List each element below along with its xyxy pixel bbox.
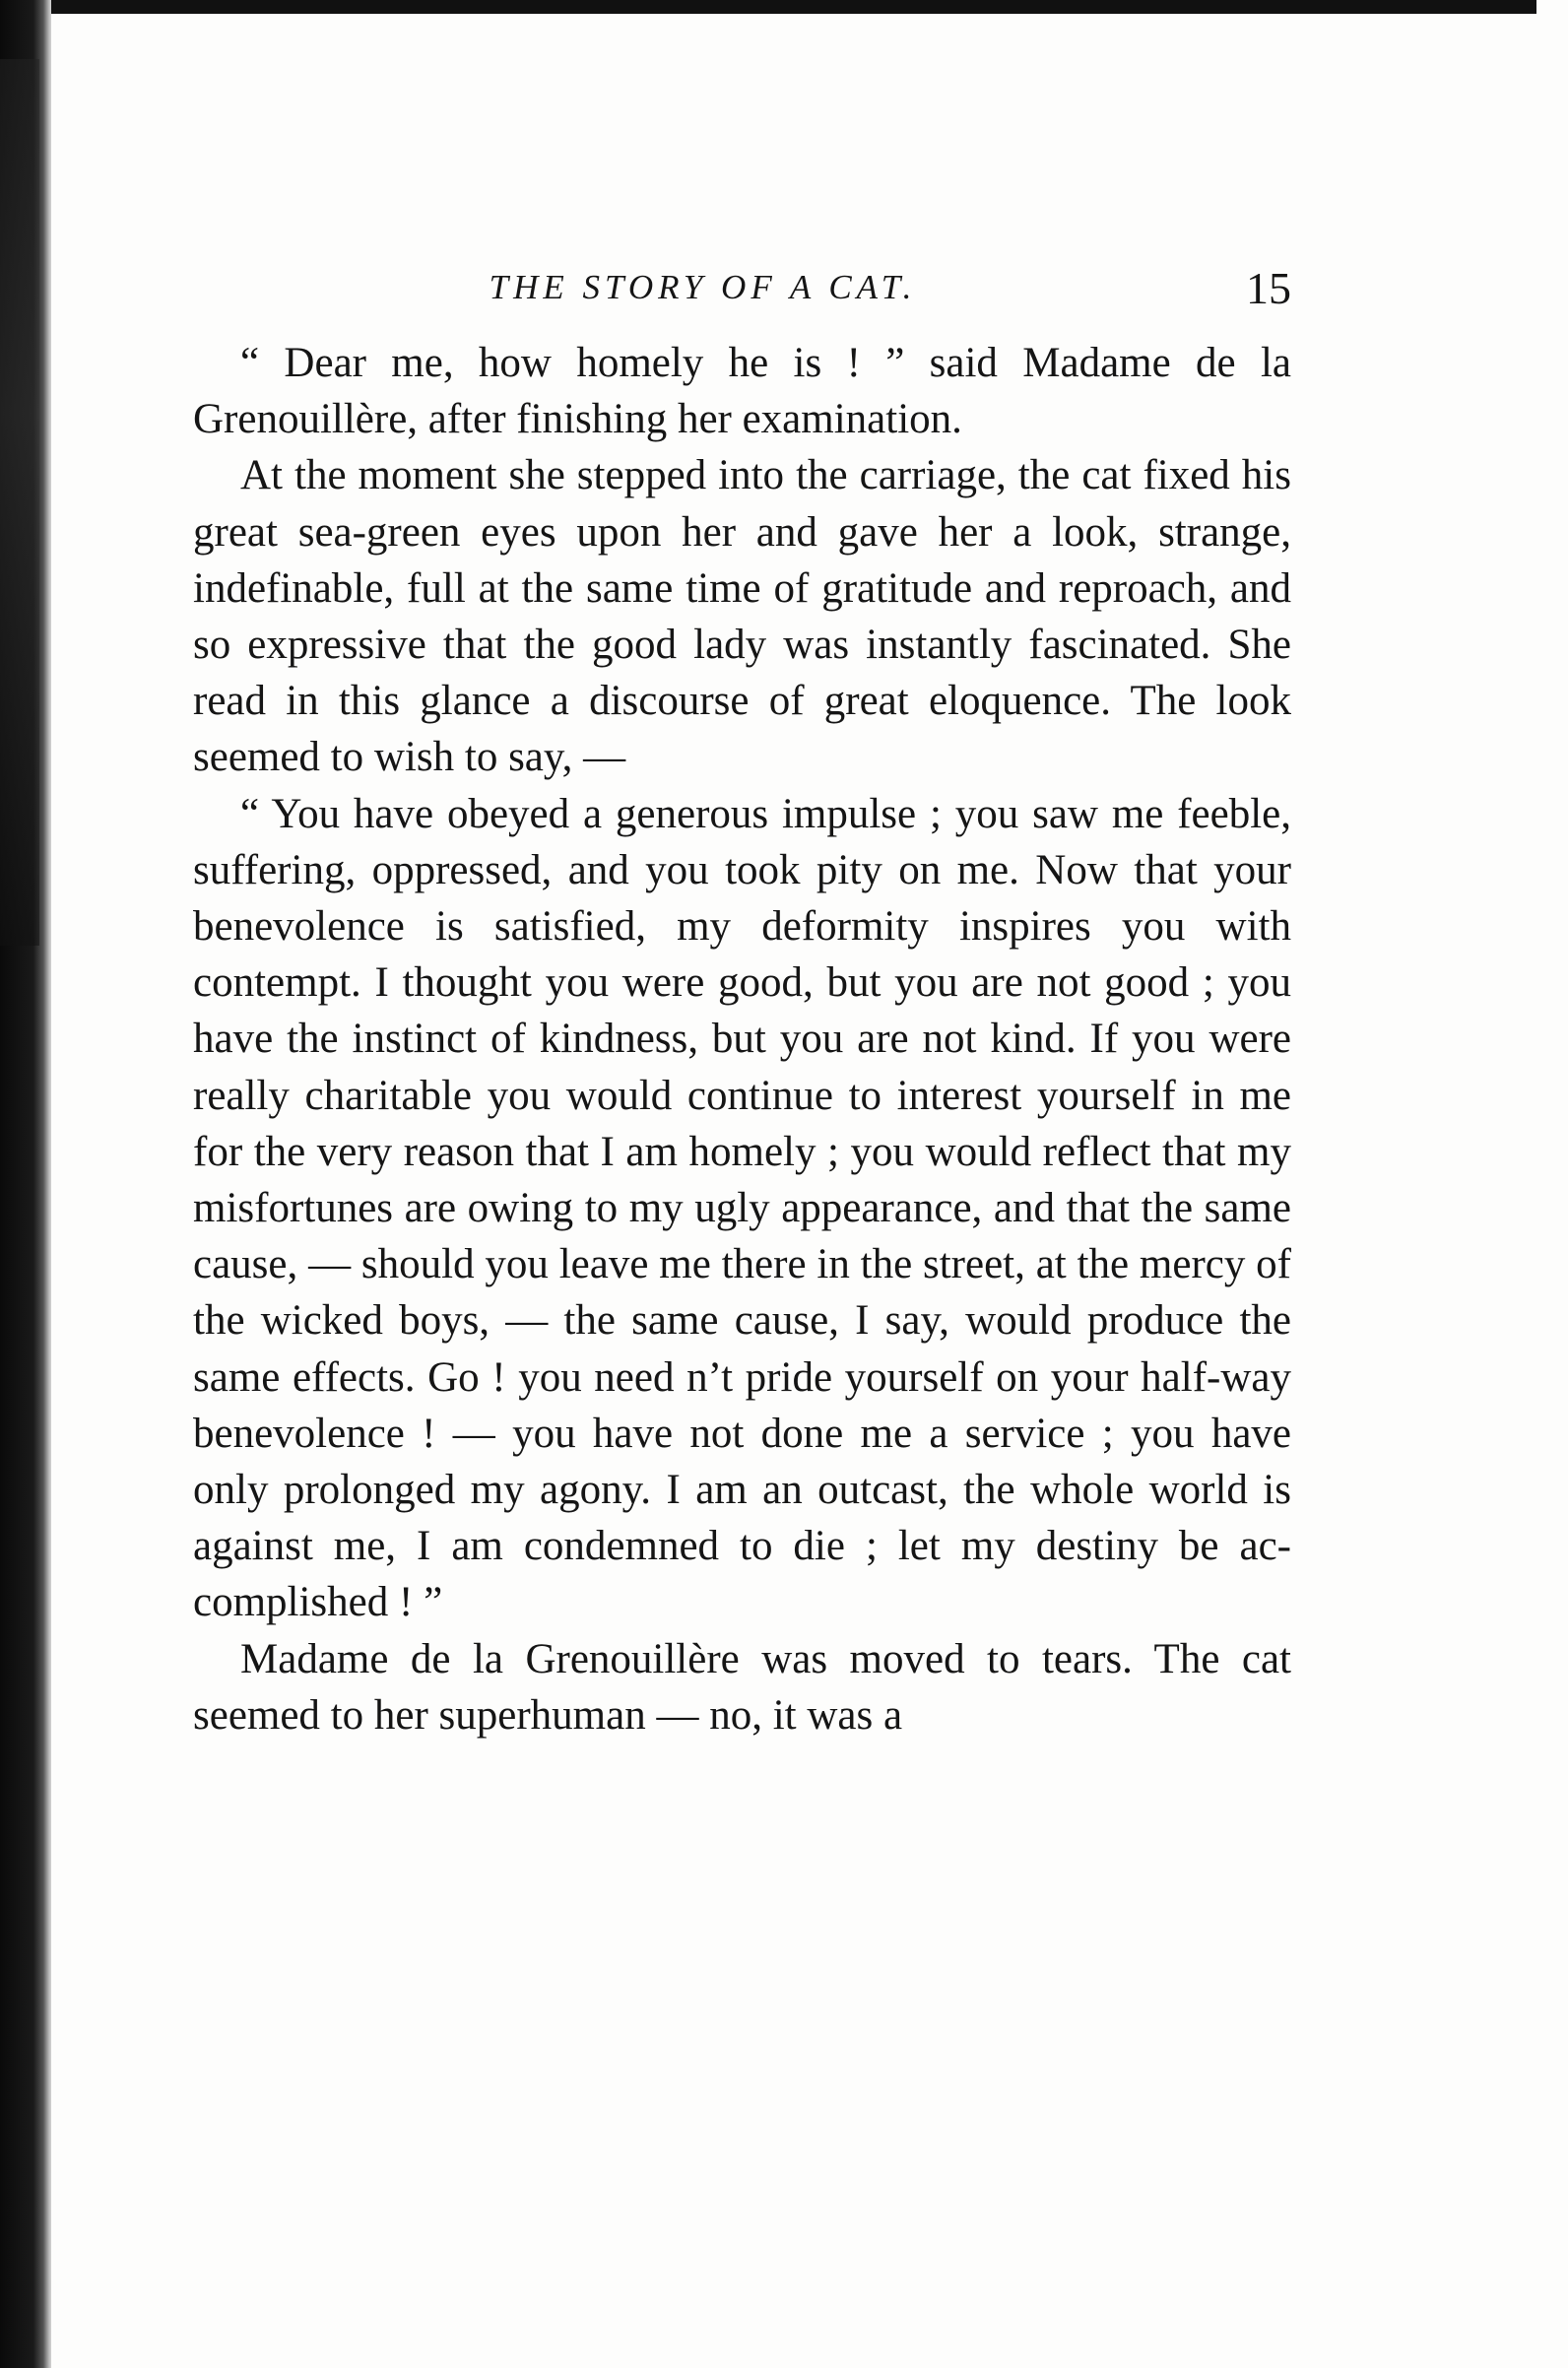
paragraph-4: Madame de la Grenouillère was moved to tears. The cat seemed to her superhuman — no, it was a: [193, 1635, 1291, 1739]
paragraph-3: “ You have obeyed a generous impulse ; you saw me feeble, suffering, oppressed, and you took pity on me. Now that your benevolence is satisfied, my deformity inspires you with contempt. I thought you were good, but you are not good ; you have the instinct of kindness, but you are not kind. If you were really charitable you would continue to interest yourself in me for the very reason that I am homely ; you would reflect that my misfortunes are owing to my ugly appearance, and that the same cause, — should you leave me there in the street, at the mercy of the wicked boys, — the same cause, I say, would produce the same effects. Go ! you need n’t pride yourself on your half-way benevolence ! — you have not done me a service ; you have only prolonged my agony. I am an outcast, the whole world is against me, I am condemned to die ; let my destiny be accomplished ! ”: [193, 790, 1291, 1626]
running-head: [193, 262, 1291, 321]
scan-left-shadow: [0, 59, 39, 946]
scan-top-edge: [0, 0, 1536, 14]
page-body: [193, 262, 1291, 1743]
paragraph-2: At the moment she stepped into the carriage, the cat fixed his great sea-green eyes upon her and gave her a look, strange, indefinable, full at the same time of gratitude and reproach, and so expressive that the good lady was instantly fascinated. She read in this glance a discourse of great eloquence. The look seemed to wish to say, —: [193, 452, 1291, 781]
paragraph-1: “ Dear me, how homely he is ! ” said Madame de la Grenouillère, after finishing her examination.: [193, 340, 1291, 443]
running-title: THE STORY OF A CAT.: [489, 268, 917, 306]
page-number: 15: [1246, 263, 1291, 313]
